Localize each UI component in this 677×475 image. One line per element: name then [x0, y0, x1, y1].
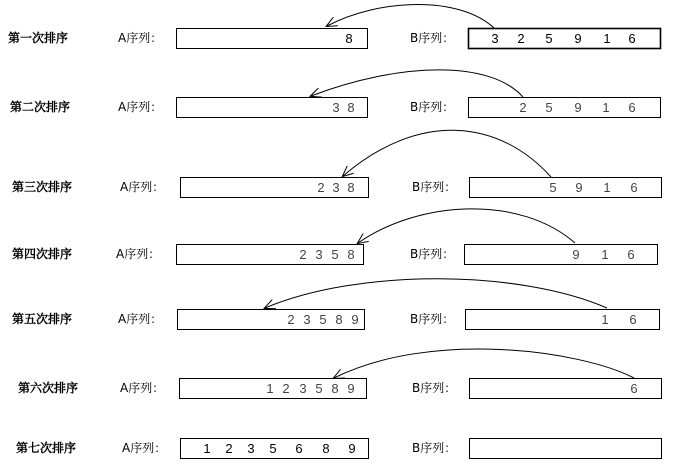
sequence-a-number: 3 [303, 312, 311, 327]
sequence-a-number: 5 [269, 441, 277, 456]
sequence-b-number: 5 [545, 100, 553, 115]
sequence-b-number: 6 [630, 180, 638, 195]
insert-arrow [334, 349, 634, 378]
pass-label: 第五次排序 [12, 312, 73, 326]
sequence-b-number: 9 [574, 100, 582, 115]
sequence-a-number: 6 [295, 441, 303, 456]
sequence-a-number: 3 [247, 441, 255, 456]
sort-pass-row [12, 130, 662, 197]
sequence-b-box [470, 439, 662, 459]
sequence-b-number: 1 [603, 180, 611, 195]
pass-label: 第六次排序 [18, 381, 79, 395]
sequence-b-number: 2 [517, 31, 525, 46]
sequence-a-number: 8 [345, 31, 353, 46]
pass-label: 第七次排序 [16, 441, 77, 455]
sort-pass-row [12, 279, 660, 330]
pass-label: 第四次排序 [12, 247, 73, 261]
sequence-a-number: 2 [299, 247, 307, 262]
insert-arrow [327, 5, 494, 29]
pass-label: 第三次排序 [12, 180, 73, 194]
insert-arrow [358, 209, 575, 243]
sequence-a-label: A序列： [120, 381, 165, 395]
sequence-b-number: 6 [628, 100, 636, 115]
sequence-a-number: 3 [299, 381, 307, 396]
sequence-b-label: B序列： [412, 180, 457, 194]
sequence-a-number: 8 [331, 381, 339, 396]
sequence-a-number: 9 [351, 312, 359, 327]
sequence-a-number: 5 [315, 381, 323, 396]
sequence-b-number: 6 [628, 31, 636, 46]
sequence-b-label: B序列： [410, 247, 455, 261]
sequence-b-number: 2 [519, 100, 527, 115]
sequence-a-number: 8 [322, 441, 330, 456]
sequence-b-number: 9 [572, 247, 580, 262]
sort-pass-row [10, 70, 661, 118]
sequence-b-number: 1 [601, 247, 609, 262]
sequence-b-number: 9 [574, 31, 582, 46]
sequence-a-number: 9 [348, 441, 356, 456]
sequence-a-number: 8 [335, 312, 343, 327]
sequence-a-number: 8 [347, 100, 355, 115]
sequence-a-number: 3 [332, 100, 340, 115]
sequence-a-number: 3 [332, 180, 340, 195]
sequence-b-number: 1 [603, 31, 611, 46]
sequence-a-label: A序列： [118, 31, 163, 45]
sequence-a-number: 2 [317, 180, 325, 195]
sequence-a-number: 1 [203, 441, 211, 456]
sequence-b-label: B序列： [412, 381, 457, 395]
sequence-a-box [177, 29, 368, 49]
sequence-b-number: 6 [627, 247, 635, 262]
sort-pass-row [8, 5, 661, 49]
sequence-b-number: 3 [491, 31, 499, 46]
sequence-b-number: 5 [545, 31, 553, 46]
sequence-a-label: A序列： [122, 441, 167, 455]
insert-arrow [343, 130, 551, 177]
sequence-b-number: 1 [602, 100, 610, 115]
sequence-b-number: 9 [575, 180, 583, 195]
insert-arrow [265, 279, 607, 308]
pass-label: 第一次排序 [8, 31, 69, 45]
sequence-a-number: 1 [266, 381, 274, 396]
sequence-a-label: A序列： [118, 100, 163, 114]
sequence-b-number: 6 [630, 381, 638, 396]
sequence-a-label: A序列： [116, 247, 161, 261]
sequence-a-number: 2 [282, 381, 290, 396]
sequence-b-number: 5 [549, 180, 557, 195]
sequence-a-label: A序列： [120, 180, 165, 194]
insert-arrow [311, 70, 523, 97]
sequence-b-label: B序列： [410, 100, 455, 114]
sequence-a-number: 2 [225, 441, 233, 456]
sequence-a-number: 8 [347, 180, 355, 195]
sequence-a-number: 8 [347, 247, 355, 262]
sequence-b-label: B序列： [410, 31, 455, 45]
sequence-a-number: 5 [331, 247, 339, 262]
pass-label: 第二次排序 [10, 100, 71, 114]
sort-pass-row [16, 439, 662, 459]
sequence-a-label: A序列： [118, 312, 163, 326]
sequence-a-number: 3 [315, 247, 323, 262]
sequence-a-number: 2 [287, 312, 295, 327]
sequence-a-number: 9 [347, 381, 355, 396]
sequence-b-label: B序列： [412, 441, 457, 455]
sequence-a-box [181, 178, 369, 198]
sequence-b-label: B序列： [410, 312, 455, 326]
sequence-b-number: 1 [601, 312, 609, 327]
sequence-a-number: 5 [319, 312, 327, 327]
sort-pass-row [18, 349, 662, 398]
sequence-b-number: 6 [629, 312, 637, 327]
sort-pass-row [12, 209, 658, 265]
